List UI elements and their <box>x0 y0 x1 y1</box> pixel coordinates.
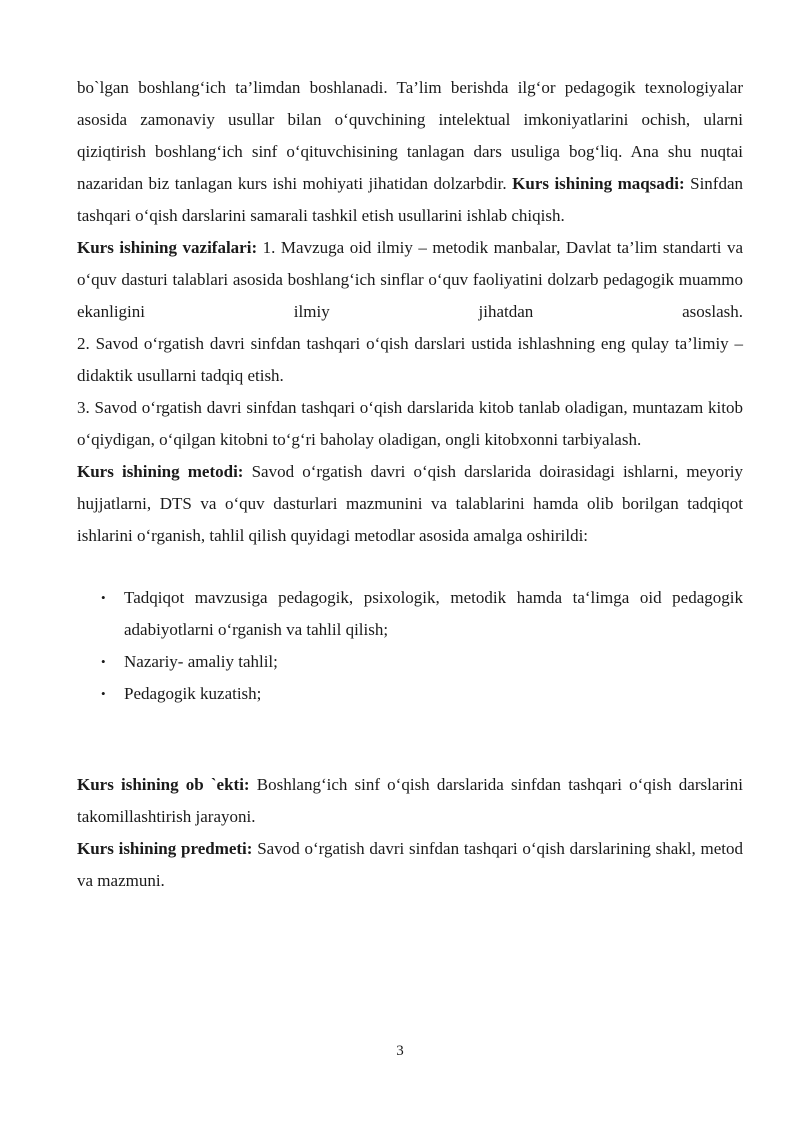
list-item-text: Nazariy- amaliy tahlil; <box>124 652 278 671</box>
tasks-paragraph <box>77 232 743 328</box>
list-item <box>77 646 743 678</box>
goal-label: Kurs ishining maqsadi: <box>512 174 685 193</box>
list-item-text: Pedagogik kuzatish; <box>124 684 262 703</box>
intro-paragraph <box>77 72 743 232</box>
goal-text: Sinfdan tashqari o‘qish darslarini samarali tashkil etish usullarini ishlab chiqish. <box>77 174 744 225</box>
page-number: 3 <box>396 1043 404 1059</box>
method-label: Kurs ishining metodi: <box>77 462 244 481</box>
list-item <box>77 582 743 646</box>
bullet-icon: • <box>101 686 106 701</box>
page-content <box>77 72 743 897</box>
methods-list <box>77 582 743 710</box>
list-item-text: Tadqiqot mavzusiga pedagogik, psixologik, metodik hamda ta‘limga oid pedagogik adabiyotlarni o‘rganish va tahlil qilish; <box>124 588 743 639</box>
task-3-paragraph: 3. Savod o‘rgatish davri sinfdan tashqari o‘qish darslarida kitob tanlab oladigan, muntazam kitob o‘qiydigan, o‘qilgan kitobni to‘g‘ri baholay oladigan, ongli kitobxonni tarbiyalash. <box>77 398 743 449</box>
task-2-paragraph: 2. Savod o‘rgatish davri sinfdan tashqari o‘qish darslari ustida ishlashning eng qulay ta’limiy – didaktik usullarni tadqiq etish. <box>77 334 743 385</box>
method-paragraph <box>77 456 743 552</box>
object-text: Boshlang‘ich sinf o‘qish darslarida sinfdan tashqari o‘qish darslarini takomillashtirish jarayoni. <box>77 775 743 826</box>
subject-label: Kurs ishining predmeti: <box>77 839 253 858</box>
spacer <box>77 710 743 769</box>
task-1-text: 1. Mavzuga oid ilmiy – metodik manbalar, Davlat ta’lim standarti va o‘quv dasturi talablari asosida boshlang‘ich sinflar o‘quv faoliyatini dolzarb pedagogik muammo ekanligini ilmiy jihatdan asoslash. <box>77 238 743 321</box>
list-item <box>77 678 743 710</box>
subject-paragraph <box>77 833 743 897</box>
bullet-icon: • <box>101 590 106 605</box>
method-text: Savod o‘rgatish davri o‘qish darslarida doirasidagi ishlarni, meyoriy hujjatlarni, DTS va o‘quv dasturlari mazmunini va talablarini hamda olib borilgan tadqiqot ishlarini o‘rganish, tahlil qilish quyidagi metodlar asosida amalga oshirildi: <box>77 462 743 545</box>
tasks-label: Kurs ishining vazifalari: <box>77 238 258 257</box>
intro-text: bo`lgan boshlang‘ich ta’limdan boshlanadi. Ta’lim berishda ilg‘or pedagogik texnologiyalar asosida zamonaviy usullar bilan o‘quvchining intelektual imkoniyatlarini ochish, ularni qiziqtirish boshlang‘ich sinf o‘qituvchisining tanlagan dars usuliga bog‘liq. Ana shu nuqtai nazaridan biz tanlagan kurs ishi mohiyati jihatidan dolzarbdir. <box>77 78 743 193</box>
bullet-icon: • <box>101 654 106 669</box>
subject-text: Savod o‘rgatish davri sinfdan tashqari o‘qish darslarining shakl, metod va mazmuni. <box>77 839 743 890</box>
object-paragraph <box>77 769 743 833</box>
object-label: Kurs ishining ob `ekti: <box>77 775 250 794</box>
